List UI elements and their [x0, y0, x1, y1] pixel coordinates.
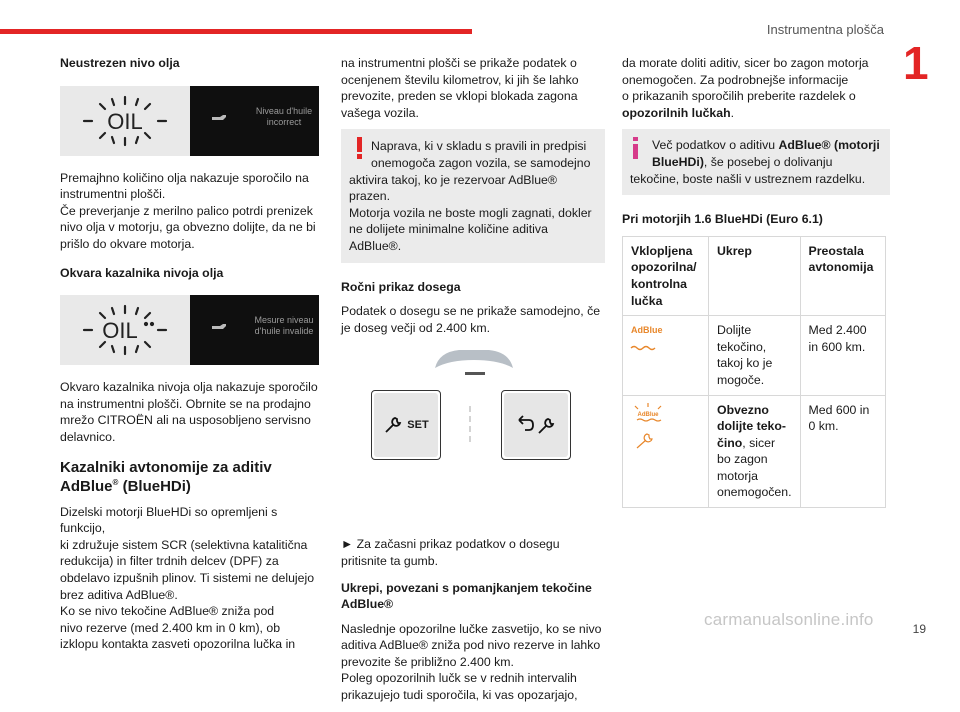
heading-oil-sensor: Okvara kazalnika nivoja olja: [60, 265, 224, 280]
oil-icon: [60, 295, 190, 365]
action-cell: Dolijte tekočino, takoj ko je mogoče.: [709, 316, 801, 395]
watermark: carmanualsonline.info: [704, 610, 874, 629]
heading-oil-level: Neustrezen nivo olja: [60, 56, 180, 70]
heading-adblue-indicators: Kazalniki avtonomije za aditiv AdBlue® (BlueHDi): [60, 458, 272, 495]
warning-note: Naprava, ki v skladu s pravili in predpisi onemogoča zagon vozila, se samodejno aktivira takoj, ko je rezervoar AdBlue® prazen. Motorja vozila ne boste mogli zagnati, dokler ne dolijete minimalne količine aditiva AdBlue®.: [341, 129, 605, 262]
chapter-number: 1: [903, 37, 929, 89]
paragraph-press-button: ► Za začasni prikaz podatkov o dosegu pritisnite ta gumb.: [341, 537, 560, 568]
heading-manual-range: Ročni prikaz dosega: [341, 279, 461, 294]
info-icon: [631, 137, 641, 159]
paragraph-oil-sensor: Okvaro kazalnika nivoja olja nakazuje sporočilo na instrumentni plošči. Obrnite se na prodajno mrežo CITROËN ali na usposobljeno servisno delavnico.: [60, 380, 318, 444]
table-row: [623, 395, 886, 508]
separator-dashes: [468, 406, 472, 446]
column-2: [341, 55, 605, 712]
info-note: Več podatkov o aditivu AdBlue® (motorji BlueHDi), še posebej o dolivanju tekočine, boste našli v ustreznem razdelku.: [622, 129, 890, 195]
column-header: Ukrep: [709, 236, 801, 315]
return-wrench-icon: [515, 414, 557, 436]
adblue-range-table: [622, 236, 886, 508]
paragraph-manual-range: Podatek o dosegu se ne prikaže samodejno, če je doseg večji od 2.400 km.: [341, 304, 601, 335]
column-1: [60, 55, 322, 661]
action-cell: Obvezno dolijte teko- čino, sicer bo zagon motorja onemogočen.: [709, 395, 801, 508]
reset-wrench-button[interactable]: [501, 390, 571, 460]
oil-level-warning-image: [60, 86, 319, 156]
instrument-cluster-icon: [429, 346, 519, 380]
column-header: Preostala avtonomija: [800, 236, 885, 315]
page-number: 19: [912, 622, 926, 636]
heading-adblue-measures: Ukrepi, povezani s pomanjkanjem tekočine AdBlue®: [341, 580, 592, 612]
svg-text:AdBlue: AdBlue: [637, 411, 659, 418]
header-accent-bar: [0, 29, 472, 34]
oil-can-icon: [210, 112, 228, 124]
paragraph-continued: da morate doliti aditiv, sicer bo zagon motorja onemogočen. Za podrobnejše informacije o prikazanih sporočilih preberite razdelek o opozorilnih lučkah.: [622, 56, 869, 120]
svg-text:OIL: OIL: [107, 108, 143, 134]
oil-icon: [60, 86, 190, 156]
dashboard-button-illustration: [341, 344, 605, 524]
column-3: [622, 55, 890, 508]
paragraph-oil-level: Premajhno količino olja nakazuje sporočilo na instrumentni plošči. Če preverjanje z merilno palico potrdi prenizek nivo olja v motorju, ga obvezno dolijte, da ne bi prišlo do okvare motorja.: [60, 170, 316, 251]
range-cell: Med 600 in 0 km.: [800, 395, 885, 508]
set-button[interactable]: SET: [371, 390, 441, 460]
cluster-display: Niveau d'huile incorrect: [190, 86, 319, 156]
adblue-icon: AdBlue: [623, 316, 709, 395]
section-title: Instrumentna plošča: [766, 22, 884, 37]
wrench-icon: [383, 415, 403, 435]
table-row: [623, 316, 886, 395]
oil-sensor-warning-image: [60, 295, 319, 365]
paragraph-adblue: Dizelski motorji BlueHDi so opremljeni s funkcijo, ki združuje sistem SCR (selektivna katalitična redukcija) in filter trdnih delcev (DPF) za obdelavo izpušnih plinov. Ti sistemi ne delujejo brez aditiva AdBlue®. Ko se nivo tekočine AdBlue® zniža pod nivo rezerve (med 2.400 km in 0 km), ob izklopu kontakta zasveti opozorilna lučka in: [60, 504, 315, 652]
range-cell: Med 2.400 in 600 km.: [800, 316, 885, 395]
cluster-display: Mesure niveau d'huile invalide: [190, 295, 319, 365]
table-header-row: [623, 236, 886, 315]
adblue-service-icon: [623, 395, 709, 508]
paragraph-adblue-measures: Naslednje opozorilne lučke zasvetijo, ko se nivo aditiva AdBlue® zniža pod nivo rezerve in lahko prevozite še približno 2.400 km. Poleg opozorilnih lučk se v rednih intervalih prikazujejo tudi sporočila, ki vas opozarjajo,: [341, 621, 602, 703]
oil-can-icon: [210, 321, 228, 333]
column-header: Vklopljena opozorilna/ kontrolna lučka: [623, 236, 709, 315]
heading-engine: Pri motorjih 1.6 BlueHDi (Euro 6.1): [622, 212, 823, 227]
exclamation-icon: [351, 136, 369, 160]
svg-text:OIL: OIL: [102, 318, 138, 344]
paragraph-continued: na instrumentni plošči se prikaže podatek o ocenjenem številu kilometrov, ki jih še lahko prevozite, preden se vklopi blokada zagona vašega vozila.: [341, 56, 579, 120]
